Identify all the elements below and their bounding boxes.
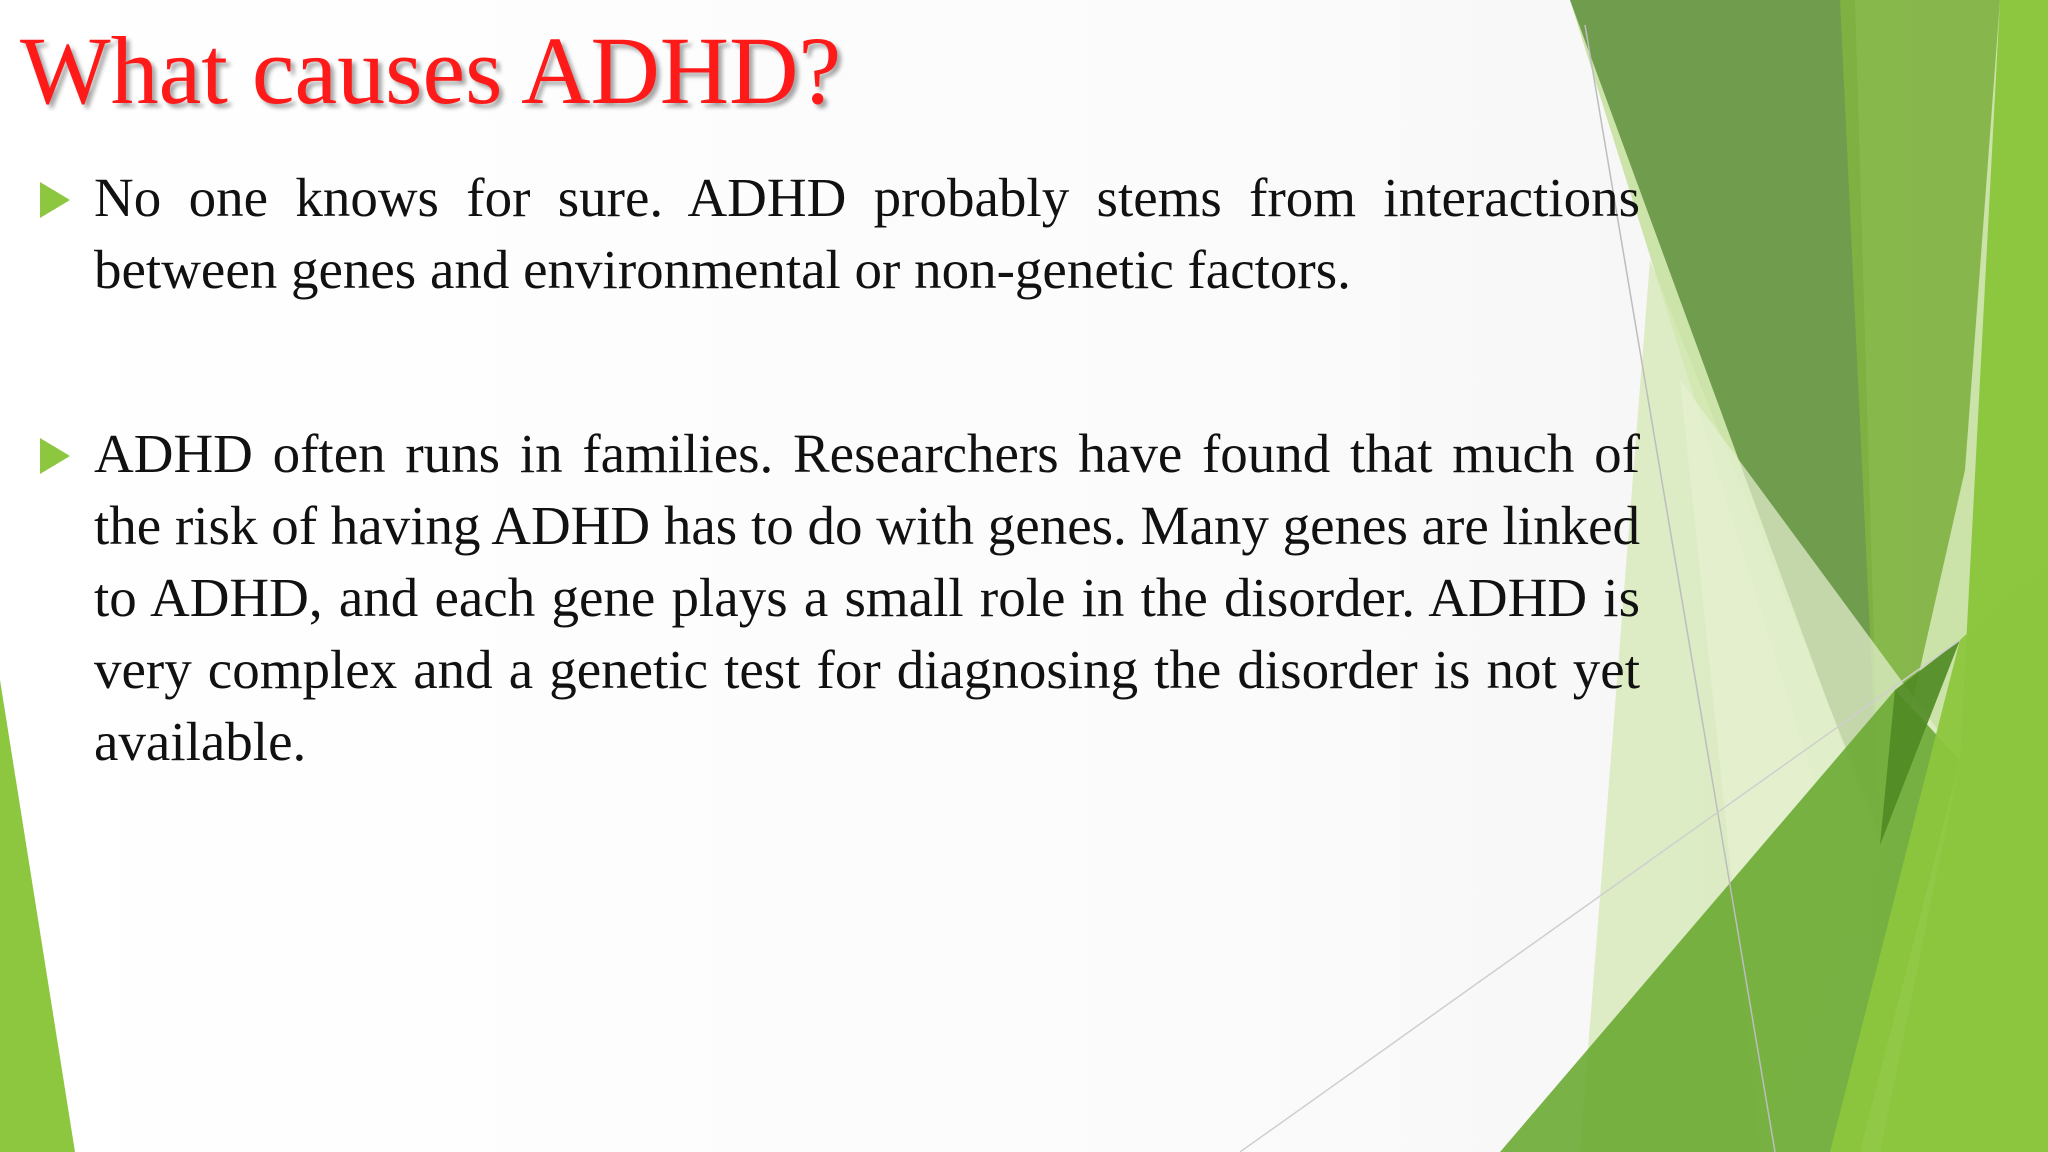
triangle-right-icon [40, 182, 70, 218]
bullet-item [40, 418, 1640, 778]
bullet-text: No one knows for sure. ADHD probably stems from interactions between genes and environmental or non-genetic factors. [94, 167, 1640, 300]
bullet-item [40, 162, 1640, 306]
bullet-list [40, 162, 1640, 778]
slide-title: What causes ADHD? [20, 17, 842, 124]
triangle-right-icon [40, 438, 70, 474]
bullet-text: ADHD often runs in families. Researchers have found that much of the risk of having ADHD has to do with genes. Many genes are linked to ADHD, and each gene plays a small role in the disorder. ADHD is very complex and a genetic test for diagnosing the disorder is not yet available. [94, 423, 1640, 772]
